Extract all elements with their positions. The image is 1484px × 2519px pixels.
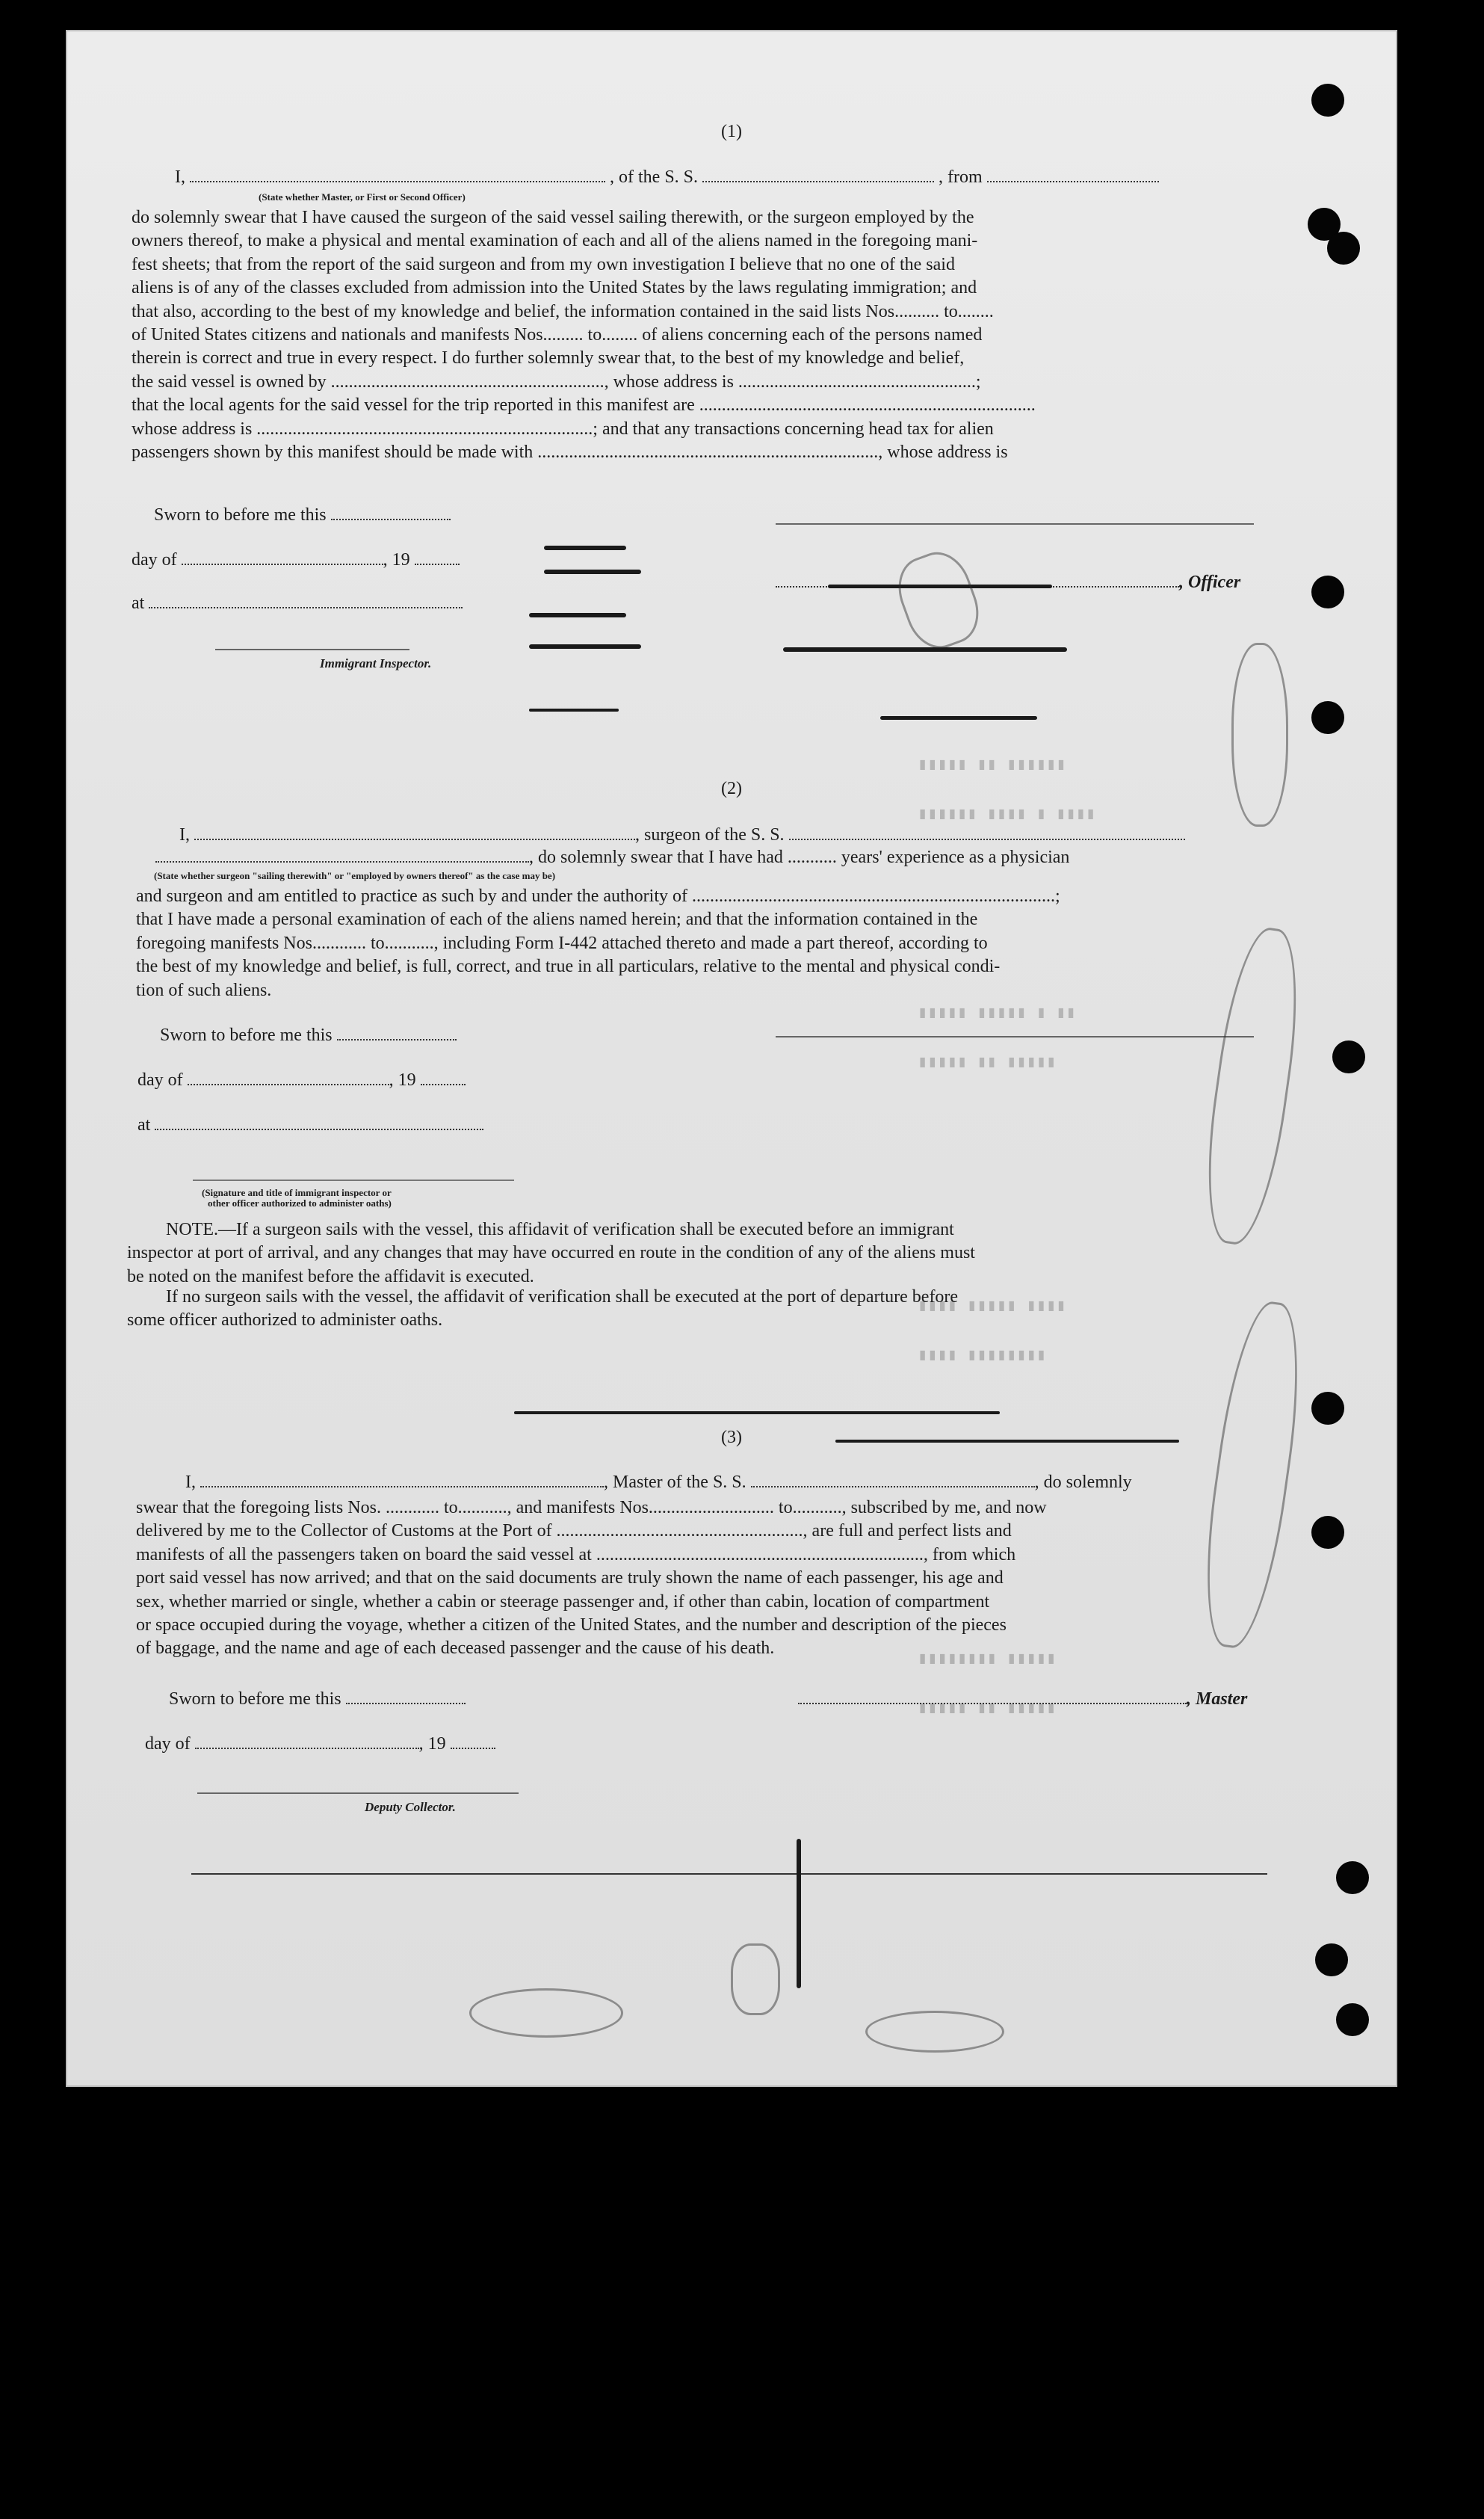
day-of-line bbox=[132, 549, 460, 571]
text-line: be noted on the manifest before the affidavit is executed. bbox=[127, 1266, 534, 1286]
of-ss-label: , of the S. S. bbox=[610, 167, 699, 187]
text-line: the best of my knowledge and belief, is full, correct, and true in all particulars, relative to the mental and physical condi- bbox=[136, 957, 1001, 977]
year-field[interactable] bbox=[421, 1070, 466, 1085]
text-line: tion of such aliens. bbox=[136, 980, 272, 1000]
handwritten-scribble bbox=[731, 1943, 780, 2015]
ship-field[interactable] bbox=[751, 1473, 1035, 1487]
section-1-number: (1) bbox=[721, 122, 742, 141]
text-line: some officer authorized to administer oaths. bbox=[127, 1310, 443, 1331]
officer-caption: (State whether Master, or First or Second Officer) bbox=[259, 191, 466, 203]
at-field[interactable] bbox=[155, 1115, 483, 1130]
section-2-years-line bbox=[155, 846, 1069, 869]
handwritten-scribble bbox=[469, 1988, 623, 2038]
month-field[interactable] bbox=[195, 1734, 419, 1749]
year-prefix: , 19 bbox=[418, 1734, 446, 1754]
oath-i-label: I, bbox=[175, 167, 185, 187]
at-label: at bbox=[137, 1115, 151, 1135]
inspector-signature-line bbox=[215, 649, 409, 650]
bottom-rule bbox=[191, 1873, 1267, 1875]
master-of-label: , Master of the S. S. bbox=[604, 1473, 746, 1492]
text-line: the said vessel is owned by ............................................................., whose address is .....................................................; bbox=[132, 371, 981, 392]
text-line: If no surgeon sails with the vessel, the affidavit of verification shall be executed at the port of departure before bbox=[166, 1287, 959, 1307]
sworn-date-field[interactable] bbox=[331, 505, 451, 520]
punch-hole bbox=[1336, 2003, 1369, 2036]
oath-i-label: I, bbox=[185, 1473, 196, 1492]
deputy-collector-caption: Deputy Collector. bbox=[365, 1800, 456, 1814]
section-2-number: (2) bbox=[721, 779, 742, 798]
section-3-number: (3) bbox=[721, 1428, 742, 1447]
surgeon-caption: (State whether surgeon "sailing therewith" or "employed by owners thereof" as the case may be) bbox=[154, 870, 556, 881]
text-line: foregoing manifests Nos............ to..........., including Form I-442 attached thereto and made a part thereof, according to bbox=[136, 933, 988, 953]
punch-hole bbox=[1311, 1392, 1344, 1425]
text-line: sex, whether married or single, whether a cabin or steerage passenger and, if other than cabin, location of compartment bbox=[136, 1591, 990, 1612]
text-line: or space occupied during the voyage, whether a citizen of the United States, and the number and description of the pieces bbox=[136, 1615, 1007, 1635]
signature-caption-1: (Signature and title of immigrant inspector or bbox=[202, 1187, 392, 1198]
day-of-label: day of bbox=[137, 1070, 183, 1090]
text-line: NOTE.—If a surgeon sails with the vessel, this affidavit of verification shall be executed before an immigrant bbox=[166, 1220, 954, 1239]
punch-hole bbox=[1332, 1040, 1365, 1073]
inspector-signature-line bbox=[193, 1180, 514, 1181]
sworn-label: Sworn to before me this bbox=[169, 1689, 341, 1709]
years-label: , do solemnly swear that I have had ........... years' experience as a physician bbox=[529, 848, 1070, 867]
master-signature-line bbox=[798, 1688, 1247, 1710]
text-line: owners thereof, to make a physical and mental examination of each and all of the aliens named in the foregoing mani- bbox=[132, 231, 978, 251]
surgeon-status-field[interactable] bbox=[155, 848, 529, 863]
sworn-line bbox=[169, 1688, 466, 1710]
master-signature-field[interactable] bbox=[798, 1689, 1187, 1704]
collector-signature-line bbox=[197, 1792, 519, 1794]
day-of-line bbox=[145, 1733, 495, 1755]
sworn-date-field[interactable] bbox=[337, 1026, 457, 1040]
day-of-line bbox=[137, 1069, 466, 1091]
handwritten-mark bbox=[529, 613, 626, 617]
section-3-oath-text bbox=[136, 1496, 1327, 1661]
text-line: passengers shown by this manifest should be made with ............................................................................, whose address is bbox=[132, 443, 1008, 463]
manifest-page bbox=[66, 30, 1397, 2087]
handwritten-mark bbox=[529, 709, 619, 712]
section-2-oath-line bbox=[179, 824, 1185, 846]
section-2-note-departure bbox=[127, 1286, 1327, 1333]
text-line: inspector at port of arrival, and any changes that may have occurred en route in the condition of any of the aliens must bbox=[127, 1243, 975, 1263]
text-line: aliens is of any of the classes excluded from admission into the United States by the laws regulating immigration; and bbox=[132, 278, 977, 298]
year-prefix: , 19 bbox=[389, 1070, 416, 1090]
at-line bbox=[137, 1114, 483, 1136]
surgeon-name-field[interactable] bbox=[194, 825, 635, 840]
text-line: delivered by me to the Collector of Customs at the Port of ......................................................., are full and perfect lists and bbox=[136, 1521, 1012, 1541]
text-line: fest sheets; that from the report of the said surgeon and from my own investigation I believe that no one of the said bbox=[132, 254, 955, 274]
handwritten-mark bbox=[544, 546, 626, 550]
officer-top-line bbox=[776, 523, 1254, 525]
handwritten-mark bbox=[529, 644, 641, 649]
text-line: of United States citizens and nationals and manifests Nos......... to........ of aliens concerning each of the persons named bbox=[132, 325, 983, 345]
handwritten-mark bbox=[544, 570, 641, 574]
punch-hole bbox=[1327, 232, 1360, 265]
section-1-oath-text bbox=[132, 206, 1327, 464]
ship-field[interactable] bbox=[702, 167, 934, 182]
sworn-line bbox=[154, 504, 451, 526]
handwritten-scribble bbox=[888, 543, 988, 656]
surgeon-signature-line bbox=[776, 1036, 1254, 1037]
handwritten-mark bbox=[835, 1440, 1179, 1443]
text-line: whose address is ...........................................................................; and that any transactions concerning head tax for alien bbox=[132, 419, 994, 439]
at-field[interactable] bbox=[149, 593, 463, 608]
sworn-line bbox=[160, 1024, 457, 1046]
from-label: , from bbox=[939, 167, 983, 187]
officer-signature-line bbox=[776, 571, 1240, 593]
text-line: therein is correct and true in every respect. I do further solemnly swear that, to the best of my knowledge and belief, bbox=[132, 348, 965, 369]
do-solemnly-label: , do solemnly bbox=[1034, 1473, 1132, 1492]
punch-hole bbox=[1336, 1861, 1369, 1894]
signature-caption-2: other officer authorized to administer oaths) bbox=[208, 1197, 392, 1209]
punch-hole bbox=[1311, 84, 1344, 117]
surgeon-of-label: , surgeon of the S. S. bbox=[635, 825, 785, 845]
year-field[interactable] bbox=[415, 550, 460, 565]
oath-i-label: I, bbox=[179, 825, 190, 845]
from-field[interactable] bbox=[987, 167, 1159, 182]
ship-field[interactable] bbox=[789, 825, 1185, 840]
punch-hole bbox=[1311, 576, 1344, 608]
day-of-label: day of bbox=[145, 1734, 191, 1754]
at-label: at bbox=[132, 593, 145, 613]
punch-hole bbox=[1311, 701, 1344, 734]
immigrant-inspector-caption: Immigrant Inspector. bbox=[320, 656, 432, 670]
sworn-date-field[interactable] bbox=[346, 1689, 466, 1704]
handwritten-mark bbox=[880, 716, 1037, 720]
section-2-note bbox=[127, 1218, 1327, 1289]
month-field[interactable] bbox=[182, 550, 383, 565]
text-line: and surgeon and am entitled to practice as such by and under the authority of .................................................................................; bbox=[136, 887, 1060, 906]
day-of-label: day of bbox=[132, 550, 177, 570]
text-line: manifests of all the passengers taken on board the said vessel at ........................................................................., from which bbox=[136, 1544, 1016, 1564]
name-field[interactable] bbox=[190, 167, 605, 182]
text-line: do solemnly swear that I have caused the surgeon of the said vessel sailing therewith, or the surgeon employed by the bbox=[132, 208, 974, 227]
handwritten-mark bbox=[783, 647, 1067, 652]
handwritten-scribble bbox=[865, 2011, 1004, 2053]
at-line bbox=[132, 592, 463, 614]
handwritten-mark bbox=[797, 1839, 801, 1988]
handwritten-mark bbox=[514, 1411, 1000, 1414]
section-1-oath-line bbox=[175, 166, 1159, 188]
master-name-field[interactable] bbox=[200, 1473, 604, 1487]
master-label: , Master bbox=[1187, 1689, 1248, 1709]
text-line: of baggage, and the name and age of each deceased passenger and the cause of his death. bbox=[136, 1638, 775, 1659]
officer-label: , Officer bbox=[1179, 573, 1241, 592]
margin-scribble bbox=[1231, 643, 1288, 827]
text-line: swear that the foregoing lists Nos. ............ to..........., and manifests Nos............................ to..........., subscribed by me, and now bbox=[136, 1498, 1047, 1517]
sworn-label: Sworn to before me this bbox=[154, 505, 327, 525]
year-field[interactable] bbox=[451, 1734, 495, 1749]
section-2-oath-text bbox=[136, 885, 1327, 1002]
year-prefix: , 19 bbox=[383, 550, 410, 570]
sworn-label: Sworn to before me this bbox=[160, 1026, 333, 1045]
month-field[interactable] bbox=[188, 1070, 389, 1085]
bleed-through-text: ▮▮▮▮▮ ▮▮ ▮▮▮▮▮▮ ▮▮▮▮▮▮ ▮▮▮▮ ▮ ▮▮▮▮ ▮▮▮▮▮ ▮▮▮▮▮ ▮ ▮▮ ▮▮▮▮▮ ▮▮ ▮▮▮▮▮ ▮▮▮▮ ▮▮▮▮▮ ▮▮▮▮ ▮▮▮▮ ▮▮▮▮▮▮▮▮ ▮▮▮▮▮▮▮▮ ▮▮▮▮▮ ▮▮▮▮▮ ▮▮ ▮▮▮▮▮ bbox=[918, 756, 1096, 1718]
text-line: port said vessel has now arrived; and that on the said documents are truly shown the name of each passenger, his age and bbox=[136, 1568, 1004, 1588]
section-3-oath-line bbox=[185, 1471, 1132, 1493]
punch-hole bbox=[1315, 1943, 1348, 1976]
text-line: that also, according to the best of my knowledge and belief, the information contained in the said lists Nos.......... to........ bbox=[132, 301, 994, 321]
text-line: that I have made a personal examination of each of the aliens named herein; and that the information contained in the bbox=[136, 910, 978, 930]
text-line: that the local agents for the said vessel for the trip reported in this manifest are ........................................................................... bbox=[132, 395, 1036, 416]
